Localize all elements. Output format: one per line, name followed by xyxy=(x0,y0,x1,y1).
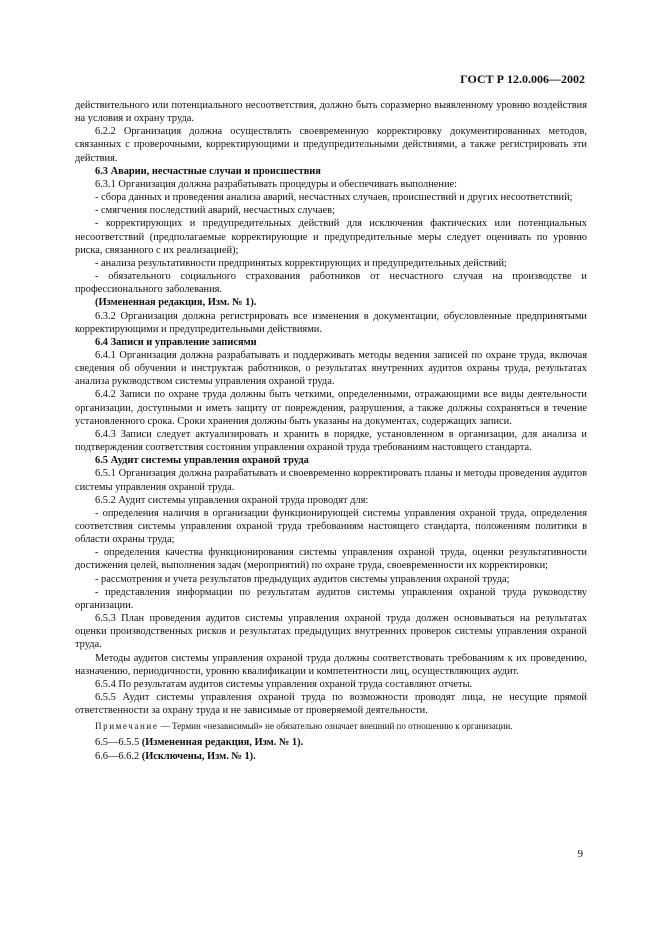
paragraph: - рассмотрения и учета результатов предыдущих аудитов системы управления охраной труда; xyxy=(95,573,510,585)
exclusion-line xyxy=(75,750,587,763)
section-heading: 6.4 Записи и управление записями xyxy=(95,336,257,348)
exclusion-number: 6.6—6.6.2 xyxy=(95,750,142,762)
paragraph: - определения наличия в организации функционирующей системы управления охраной труда, определения соответствия системы управления охраной труда требованиям настоящего стандарта, положениям политики в области охраны труда; xyxy=(75,507,587,546)
paragraph-list xyxy=(75,99,587,717)
section-heading: (Измененная редакция, Изм. № 1). xyxy=(95,297,257,309)
paragraph: - смягчения последствий аварий, несчастных случаев; xyxy=(95,205,335,217)
exclusion-text: (Исключены, Изм. № 1). xyxy=(141,750,256,762)
document-header: ГОСТ Р 12.0.006—2002 xyxy=(460,72,585,86)
paragraph: 6.2.2 Организация должна осуществлять своевременную корректировку документированных методов, связанных с проверочными, корректирующими и предупредительными действиями, а также регистрировать эти действия. xyxy=(75,126,587,164)
paragraph: 6.4.3 Записи следует актуализировать и хранить в порядке, установленном в организации, для анализа и подтверждения соответствия состояния управления охраной труда требованиям настоящего стандарта. xyxy=(75,428,587,454)
page-number: 9 xyxy=(577,848,583,860)
paragraph: 6.5.5 Аудит системы управления охраной труда по возможности проводят лица, не несущие прямой ответственности за охрану труда и не зависимые от проверяемой деятельности. xyxy=(75,692,587,717)
note-text: — Термин «независимый» не обязательно означает внешний по отношению к организации. xyxy=(158,721,513,732)
amendment-text: (Измененная редакция, Изм. № 1). xyxy=(141,737,304,749)
paragraph: 6.5.1 Организация должна разрабатывать и своевременно корректировать планы и методы проведения аудитов системы управления охраной труда. xyxy=(75,468,587,493)
paragraph: - обязательного социального страхования работников от несчастного случая на производстве и профессионального заболевания. xyxy=(75,271,587,296)
section-heading: 6.3 Аварии, несчастные случаи и происшествия xyxy=(95,165,321,177)
paragraph: 6.4.1 Организация должна разрабатывать и поддерживать методы ведения записей по охране труда, включая сведения об обучении и инструктаж работников, о результатах внутренних аудитов охраны труда, результатах анализа руководством системы управления охраной труда. xyxy=(75,349,587,388)
paragraph: - представления информации по результатам аудитов системы управления охраной труда руководству организации. xyxy=(75,586,587,611)
paragraph: - анализа результативности предпринятых корректирующих и предупредительных действий; xyxy=(95,257,507,269)
paragraph: 6.3.1 Организация должна разрабатывать процедуры и обеспечивать выполнение: xyxy=(95,178,458,190)
paragraph: 6.5.3 План проведения аудитов системы управления охраной труда должен основываться на результатах оценки производственных рисков и результатах предыдущих внутренних проверок системы управления охраной труда. xyxy=(75,613,587,651)
paragraph: 6.3.2 Организация должна регистрировать все изменения в документации, обусловленные предпринятыми корректирующими и предупредительными действиями. xyxy=(75,310,587,335)
paragraph: действительного или потенциального несоответствия, должно быть соразмерно выявленному уровню воздействия на условия и охрану труда. xyxy=(75,100,587,125)
amendment-line xyxy=(75,736,587,749)
amendment-number: 6.5—6.5.5 xyxy=(95,737,142,749)
paragraph: - определения качества функционирования системы управления охраной труда, оценки результативности достижения целей, выполнения задач (мероприятий) по охране труда, своевременности их корректировки; xyxy=(75,547,587,572)
document-body xyxy=(75,99,587,763)
paragraph: 6.5.4 По результатам аудитов системы управления охраной труда составляют отчеты. xyxy=(95,678,473,690)
paragraph: 6.5.2 Аудит системы управления охраной труда проводят для: xyxy=(95,494,369,506)
paragraph: - корректирующих и предупредительных действий для исключения фактических или потенциальных несоответствий (предполагаемые корректирующие и предупредительные меры следует оценивать по уровню риска, связанного с их реализацией); xyxy=(75,218,587,256)
section-heading: 6.5 Аудит системы управления охраной труда xyxy=(95,455,309,467)
paragraph: 6.4.2 Записи по охране труда должны быть четкими, определенными, отражающими все виды деятельности организации, доступными и иметь защиту от повреждения, разрушения, а также должны сохраняться в течение установленного срока. Сроки хранения должны быть указаны на документах, содержащих записи. xyxy=(75,389,587,427)
note xyxy=(75,720,587,732)
note-label: Примечание xyxy=(95,721,159,732)
paragraph: - сбора данных и проведения анализа аварий, несчастных случаев, происшествий и других несоответствий; xyxy=(95,192,573,204)
paragraph: Методы аудитов системы управления охраной труда должны соответствовать требованиям к их проведению, назначению, периодичности, уровню квалификации и компетентности лиц, осуществляющих аудит. xyxy=(75,652,587,677)
